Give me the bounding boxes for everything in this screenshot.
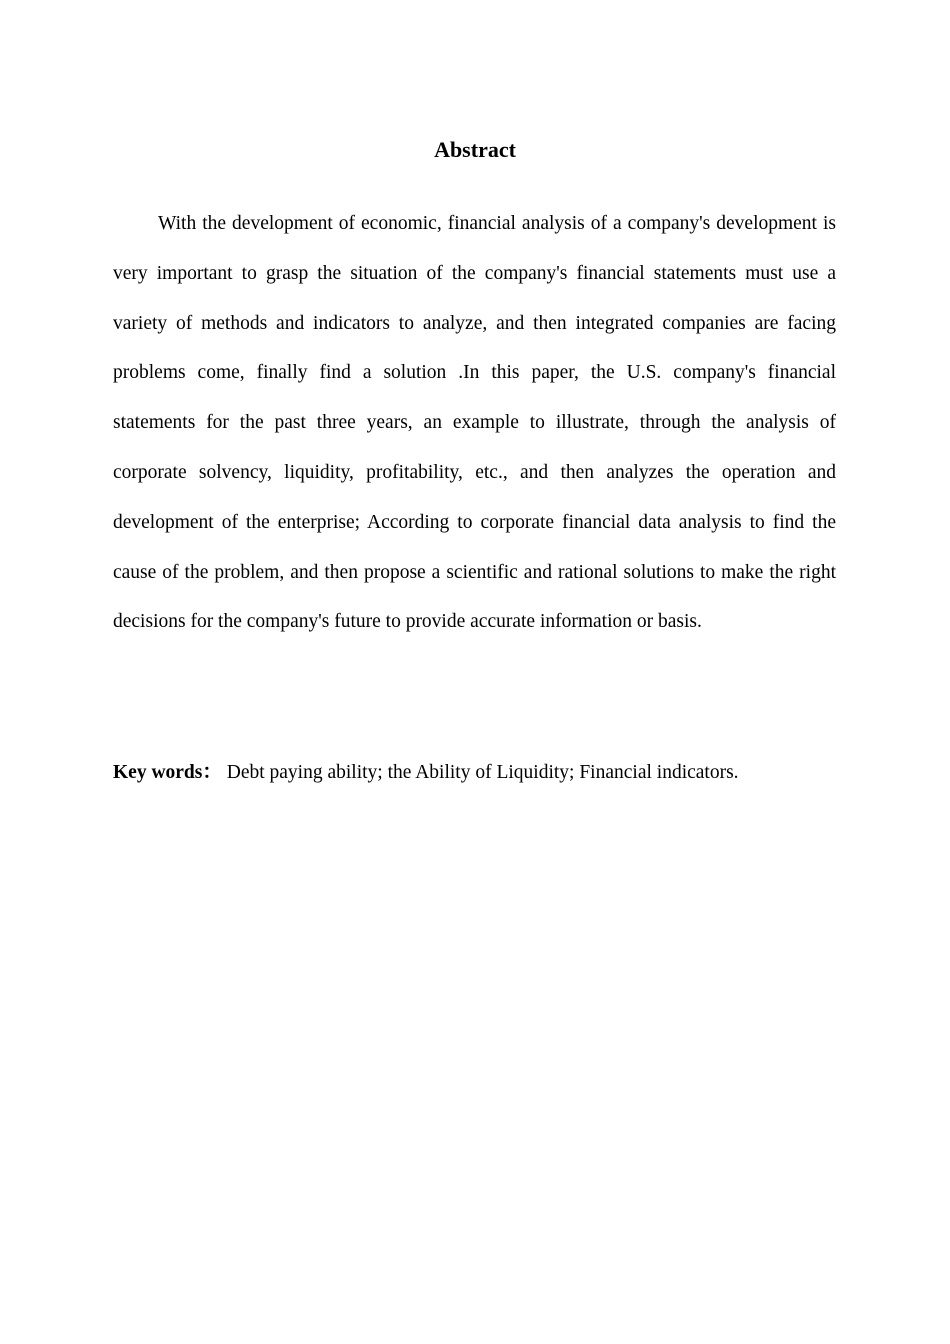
keywords-label: Key words： [113, 762, 222, 783]
abstract-paragraph: With the development of economic, financial analysis of a company's development is very important to grasp the situation of the company's financial statements must use a variety of methods and indicators to analyze, and then integrated companies are facing problems come, finally find a solution .In this paper, the U.S. company's financial statements for the past three years, an example to illustrate, through the analysis of corporate solvency, liquidity, profitability, etc., and then analyzes the operation and development of the enterprise; According to corporate financial data analysis to find the cause of the problem, and then propose a scientific and rational solutions to make the right decisions for the company's future to provide accurate information or basis. [113, 213, 836, 633]
page-title: Abstract [434, 137, 516, 162]
keywords-text: Debt paying ability; the Ability of Liquidity; Financial indicators. [226, 762, 739, 783]
keywords-line [113, 748, 853, 798]
